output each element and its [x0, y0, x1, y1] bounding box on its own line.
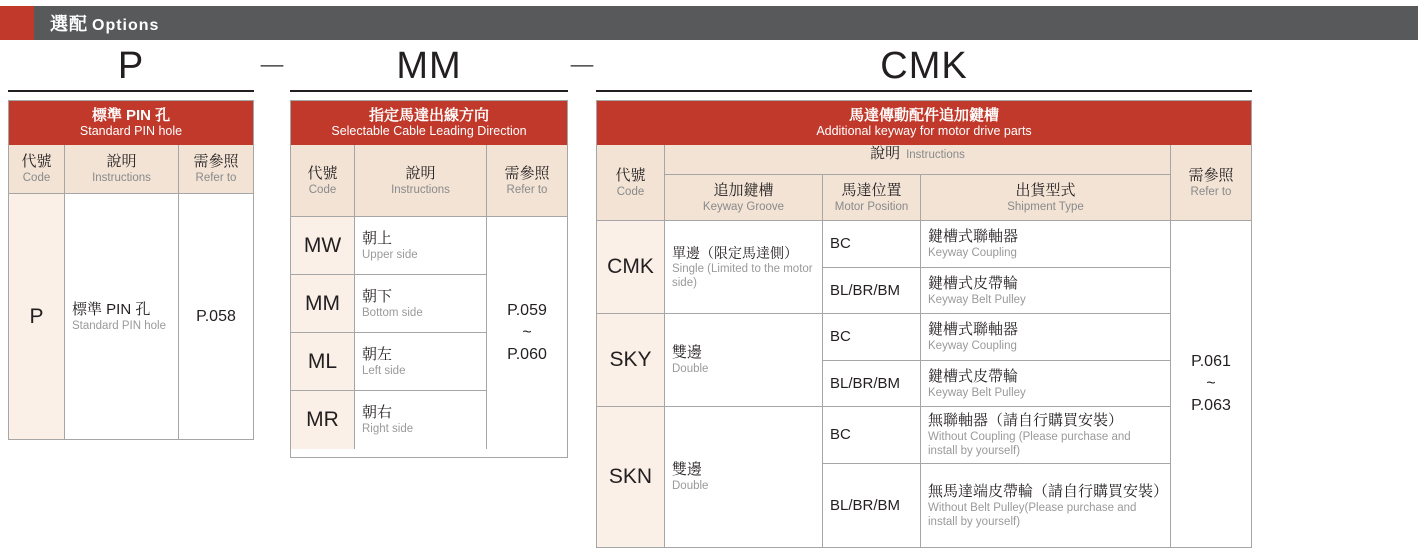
- table-cmk-ship-cn-cmk-bc: 鍵槽式聯軸器: [928, 228, 1019, 245]
- table-cmk-keyway-cn-cmk: 單邊（限定馬達側）: [672, 245, 798, 261]
- big-code-mm: MM: [396, 45, 462, 87]
- table-mm-row-code: [291, 333, 355, 391]
- table-p-row-refer: [179, 194, 253, 439]
- table-p-band-cn: 標準 PIN 孔: [91, 107, 171, 124]
- table-p-header-instructions: [65, 145, 179, 194]
- table-cmk-ship-en-sky-bc: Keyway Coupling: [928, 340, 1017, 352]
- table-mm-refer-to: P.060: [507, 346, 547, 363]
- table-cmk-ship-cn-skn-blbrbm: 無馬達端皮帶輪（請自行購買安裝）: [928, 482, 1169, 500]
- table-cmk-refer-to: P.063: [1191, 397, 1231, 414]
- table-cmk-header-shipment-en: Shipment Type: [1007, 200, 1084, 213]
- table-cmk-group-code: [597, 221, 665, 314]
- table-mm-row-desc: [355, 333, 487, 391]
- table-cmk-motor-position: [823, 361, 921, 407]
- table-mm-code-mr: MR: [306, 408, 339, 431]
- code-separator-2: －: [567, 51, 597, 84]
- table-cmk-ship-cn-sky-blbrbm: 鍵槽式皮帶輪: [928, 367, 1019, 385]
- page-title-cn: 選配: [50, 14, 88, 34]
- table-cmk-header-motor-position: [823, 175, 921, 221]
- table-cmk-ship-en-cmk-bc: Keyway Coupling: [928, 247, 1017, 259]
- table-p-header-refer-en: Refer to: [195, 172, 237, 184]
- table-cmk-shipment: [921, 314, 1171, 361]
- table-cmk-header-code: [597, 145, 665, 221]
- table-cmk-header-instructions-cn: 說明: [870, 145, 901, 162]
- table-cmk-header-code-cn: 代號: [615, 166, 646, 184]
- table-cmk-group-code: [597, 314, 665, 407]
- table-mm-row-code: [291, 217, 355, 275]
- table-cmk-keyway-cn-skn: 雙邊: [672, 461, 703, 478]
- table-p-row-desc: [65, 194, 179, 439]
- table-p-row-code: [9, 194, 65, 439]
- table-mm-desc-en-mw: Upper side: [362, 248, 418, 261]
- table-cmk-keyway-cn-sky: 雙邊: [672, 344, 703, 361]
- table-mm-row-code: [291, 391, 355, 449]
- table-cmk-code-skn: SKN: [608, 465, 653, 488]
- table-mm-header-code-cn: 代號: [307, 164, 338, 182]
- table-mm-desc-cn-mw: 朝上: [362, 229, 393, 247]
- big-code-cmk: CMK: [880, 45, 968, 87]
- table-p-code-value: P: [29, 304, 44, 328]
- table-mm-desc-cn-mr: 朝右: [362, 404, 393, 421]
- table-cmk-header-keyway: [665, 175, 823, 221]
- table-cmk-motor-sky-bc: BC: [830, 328, 851, 345]
- table-p-desc-cn: 標準 PIN 孔: [72, 300, 151, 318]
- table-cmk-motor-position: [823, 268, 921, 314]
- big-code-p: P: [117, 45, 145, 87]
- table-p-band-header: [9, 101, 253, 145]
- table-cmk-header-refer-en: Refer to: [1190, 185, 1232, 198]
- table-p-header-refer: [179, 145, 253, 194]
- table-mm-code-ml: ML: [307, 349, 338, 373]
- table-cmk-header-shipment: [921, 175, 1171, 221]
- table-cmk-keyway-en-sky: Double: [672, 363, 709, 375]
- table-cmk-motor-cmk-bc: BC: [830, 235, 851, 252]
- table-cmk-header-refer: [1171, 145, 1251, 221]
- table-mm-band-header: [291, 101, 567, 145]
- table-cable-leading-direction: [290, 100, 568, 458]
- table-mm-row-code: [291, 275, 355, 333]
- table-cmk-header-code-en: Code: [616, 185, 645, 198]
- table-cmk-refer-merged: [1171, 221, 1251, 547]
- table-cmk-ship-en-cmk-blbrbm: Keyway Belt Pulley: [928, 293, 1026, 306]
- table-mm-code-mw: MW: [303, 233, 342, 257]
- table-mm-band-en: Selectable Cable Leading Direction: [331, 124, 527, 138]
- page-title: [50, 10, 159, 36]
- table-mm-header-code: [291, 145, 355, 217]
- table-cmk-shipment: [921, 407, 1171, 464]
- table-cmk-motor-position: [823, 407, 921, 464]
- table-cmk-shipment: [921, 464, 1171, 547]
- table-cmk-header-instructions: [665, 145, 1171, 175]
- table-cmk-code-cmk: CMK: [607, 255, 654, 278]
- table-cmk-header-refer-cn: 需參照: [1188, 166, 1234, 184]
- table-cmk-header-motor-position-en: Motor Position: [834, 200, 909, 213]
- table-standard-pin-hole: [8, 100, 254, 440]
- table-cmk-group-code: [597, 407, 665, 547]
- table-cmk-code-sky: SKY: [609, 348, 652, 371]
- table-cmk-motor-skn-blbrbm: BL/BR/BM: [830, 496, 901, 514]
- table-cmk-ship-en-sky-blbrbm: Keyway Belt Pulley: [928, 386, 1026, 399]
- table-mm-refer-tilde: ~: [522, 324, 532, 341]
- table-cmk-header-shipment-cn: 出貨型式: [1015, 181, 1076, 199]
- table-mm-desc-en-mm: Bottom side: [362, 306, 423, 319]
- code-summary-row: [0, 42, 1418, 90]
- table-mm-refer-merged: [487, 217, 567, 449]
- table-mm-header-refer-en: Refer to: [506, 183, 548, 196]
- table-cmk-group-keyway: [665, 221, 823, 314]
- table-cmk-group-keyway: [665, 314, 823, 407]
- table-p-header-refer-cn: 需參照: [193, 153, 239, 170]
- table-p-refer-value: P.058: [196, 307, 236, 325]
- page-title-en: Options: [92, 17, 160, 34]
- table-cmk-motor-position: [823, 314, 921, 361]
- table-cmk-shipment: [921, 268, 1171, 314]
- code-separator-1: －: [257, 51, 287, 84]
- table-cmk-keyway-en-skn: Double: [672, 480, 709, 492]
- table-mm-desc-cn-ml: 朝左: [362, 345, 393, 363]
- table-mm-header-instructions: [355, 145, 487, 217]
- table-cmk-refer-tilde: ~: [1206, 375, 1216, 392]
- table-mm-header-refer-cn: 需參照: [504, 164, 550, 182]
- table-mm-row-desc: [355, 217, 487, 275]
- table-cmk-header-keyway-en: Keyway Groove: [702, 200, 785, 213]
- table-cmk-motor-cmk-blbrbm: BL/BR/BM: [830, 281, 901, 299]
- table-mm-header-instructions-cn: 說明: [405, 164, 436, 182]
- table-cmk-header-motor-position-cn: 馬達位置: [841, 181, 902, 199]
- table-cmk-ship-cn-sky-bc: 鍵槽式聯軸器: [928, 321, 1019, 338]
- table-p-desc-en: Standard PIN hole: [72, 319, 166, 332]
- table-p-header-instructions-cn: 說明: [106, 153, 137, 170]
- table-mm-code-mm: MM: [305, 291, 340, 315]
- header-accent-tab: [0, 6, 34, 40]
- table-p-header-code: [9, 145, 65, 194]
- table-cmk-header-instructions-en: Instructions: [906, 149, 965, 161]
- options-header-bar: [0, 6, 1418, 40]
- table-cmk-motor-position: [823, 464, 921, 547]
- underline-cmk: [596, 90, 1252, 92]
- table-cmk-ship-en-skn-blbrbm: Without Belt Pulley(Please purchase and install by yourself): [928, 501, 1137, 528]
- underline-p: [8, 90, 254, 92]
- table-p-header-instructions-en: Instructions: [92, 172, 151, 184]
- table-cmk-band-header: [597, 101, 1251, 145]
- table-cmk-group-keyway: [665, 407, 823, 547]
- table-mm-row-desc: [355, 275, 487, 333]
- table-cmk-keyway-en-cmk: Single (Limited to the motor side): [672, 263, 813, 289]
- table-cmk-shipment: [921, 361, 1171, 407]
- table-mm-header-refer: [487, 145, 567, 217]
- table-cmk-band-cn: 馬達傳動配件追加鍵槽: [848, 107, 999, 124]
- table-cmk-shipment: [921, 221, 1171, 268]
- table-mm-row-desc: [355, 391, 487, 449]
- table-cmk-motor-skn-bc: BC: [830, 426, 851, 443]
- table-mm-header-instructions-en: Instructions: [391, 183, 450, 196]
- table-mm-desc-cn-mm: 朝下: [362, 287, 393, 305]
- table-mm-desc-en-ml: Left side: [362, 364, 406, 377]
- table-p-band-en: Standard PIN hole: [79, 124, 183, 138]
- table-p-header-code-en: Code: [22, 172, 51, 184]
- table-cmk-band-en: Additional keyway for motor drive parts: [816, 124, 1032, 138]
- table-cmk-motor-position: [823, 221, 921, 268]
- table-cmk-refer-from: P.061: [1191, 353, 1231, 370]
- table-mm-band-cn: 指定馬達出線方向: [368, 107, 489, 124]
- table-p-header-code-cn: 代號: [21, 153, 52, 170]
- table-cmk-motor-sky-blbrbm: BL/BR/BM: [830, 374, 901, 392]
- table-cmk-header-keyway-cn: 追加鍵槽: [713, 181, 774, 199]
- table-mm-refer-from: P.059: [507, 302, 547, 319]
- table-cmk-ship-en-skn-bc: Without Coupling (Please purchase and install by yourself): [928, 431, 1131, 457]
- table-cmk-ship-cn-skn-bc: 無聯軸器（請自行購買安裝）: [928, 412, 1124, 429]
- table-mm-header-code-en: Code: [308, 183, 337, 196]
- table-mm-desc-en-mr: Right side: [362, 423, 414, 435]
- table-additional-keyway: [596, 100, 1252, 548]
- underline-mm: [290, 90, 568, 92]
- table-cmk-ship-cn-cmk-blbrbm: 鍵槽式皮帶輪: [928, 274, 1019, 292]
